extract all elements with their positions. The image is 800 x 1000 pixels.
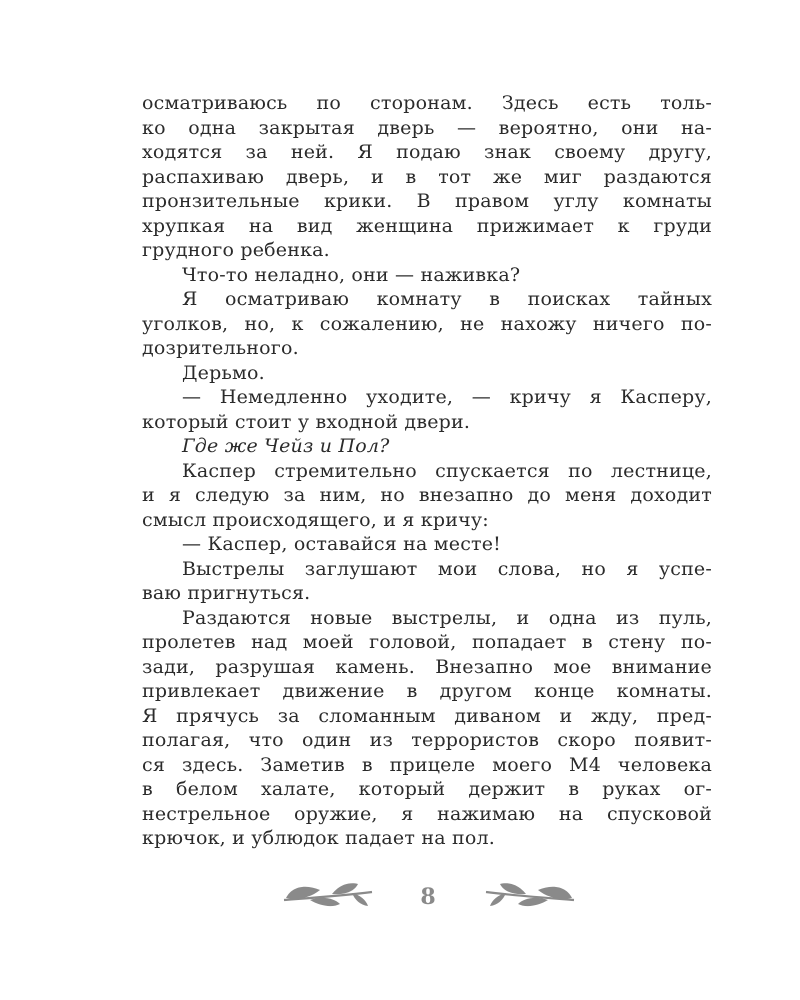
text-line: и я следую за ним, но внезапно до меня доходит [142, 484, 712, 506]
text-line: — Немедленно уходите, — кричу я Касперу, [182, 386, 712, 408]
text-line: Выстрелы заглушают мои слова, но я успе- [182, 557, 712, 580]
text-line-italic: Где же Чейз и Пол? [182, 435, 390, 457]
text-line: крючок, и ублюдок падает на пол. [142, 827, 495, 849]
text-line: Раздаются новые выстрелы, и одна из пуль, [182, 606, 712, 629]
text-line: Я прячусь за сломанным диваном и жду, пред- [142, 704, 712, 727]
text-line: который стоит у входной двери. [142, 410, 471, 433]
text-line: хрупкая на вид женщина прижимает к груди [142, 214, 712, 237]
text-line: осматриваюсь по сторонам. Здесь есть толь- [142, 92, 712, 114]
text-line: ко одна закрытая дверь — вероятно, они на- [142, 116, 712, 139]
leaf-branch-icon [280, 878, 376, 918]
page-footer [0, 872, 800, 922]
text-line: пронзительные крики. В правом углу комнаты [142, 190, 712, 212]
text-line: дозрительного. [142, 337, 299, 359]
text-line: в белом халате, который держит в руках ог- [142, 778, 712, 800]
text-line: пролетев над моей головой, попадает в стену по- [142, 631, 712, 653]
text-line: зади, разрушая камень. Внезапно мое внимание [142, 655, 712, 678]
text-line: Что-то неладно, они — наживка? [182, 263, 521, 286]
text-line: — Каспер, оставайся на месте! [182, 533, 502, 555]
text-line: смысл происходящего, и я кричу: [142, 508, 489, 531]
page-number: 8 [420, 884, 436, 910]
text-line: Каспер стремительно спускается по лестнице, [182, 459, 712, 482]
text-line: ся здесь. Заметив в прицеле моего М4 человека [142, 753, 712, 776]
text-line: полагая, что один из террористов скоро появит- [142, 729, 712, 751]
text-line: нестрельное оружие, я нажимаю на спусковой [142, 802, 712, 825]
text-line: распахиваю дверь, и в тот же миг раздаются [142, 165, 712, 188]
text-line: ходятся за ней. Я подаю знак своему другу, [142, 141, 712, 163]
text-line: ваю пригнуться. [142, 582, 311, 604]
text-line: привлекает движение в другом конце комнаты. [142, 680, 712, 702]
text-line: грудного ребенка. [142, 239, 330, 261]
text-line: Дерьмо. [182, 361, 265, 384]
text-line: Я осматриваю комнату в поисках тайных [182, 288, 712, 310]
page-text [142, 91, 712, 851]
leaf-branch-icon [482, 878, 578, 918]
text-line: уголков, но, к сожалению, не нахожу ничего по- [142, 312, 712, 335]
